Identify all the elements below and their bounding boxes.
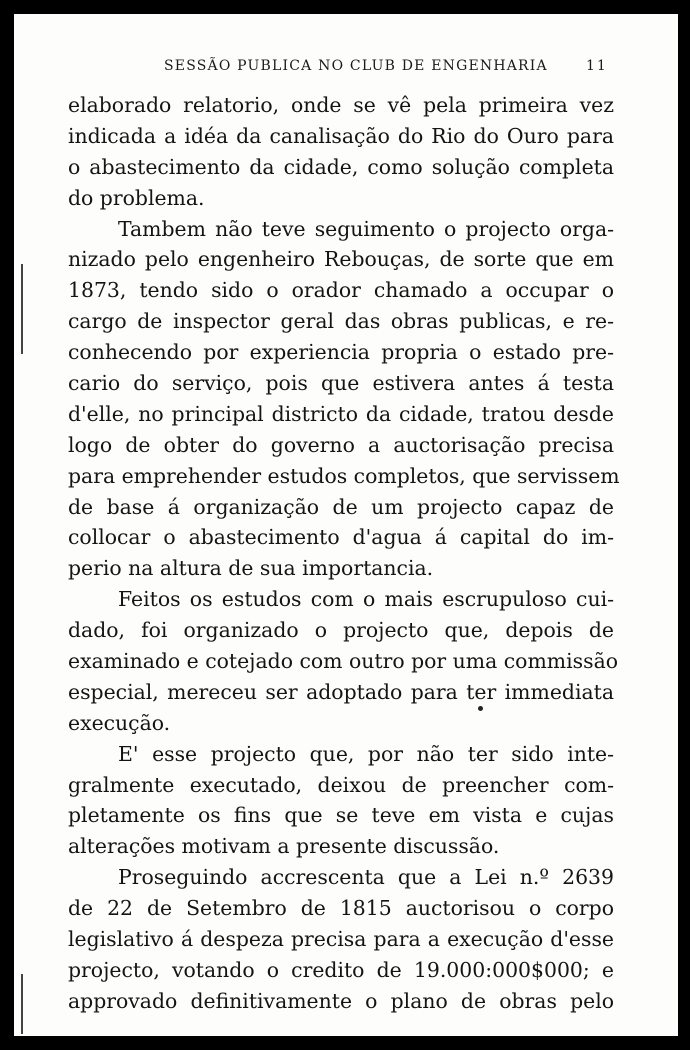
text-line: perio na altura de sua importancia.: [68, 556, 434, 581]
text-line: execução.: [68, 710, 171, 735]
text-line: 1873, tendo sido o orador chamado a occupar o: [68, 278, 614, 303]
text-line: nizado pelo engenheiro Rebouças, de sorte que em: [68, 247, 614, 272]
text-line: cario do serviço, pois que estivera antes á testa: [68, 371, 614, 396]
text-line: de base á organização de um projecto capaz de: [68, 494, 614, 519]
margin-scan-mark: [21, 264, 23, 354]
text-line: legislativo á despeza precisa para a execução d'esse: [68, 927, 614, 952]
text-line: especial, mereceu ser adoptado para ter immediata: [68, 679, 614, 704]
text-line: o abastecimento da cidade, como solução completa: [68, 154, 614, 179]
text-line: conhecendo por experiencia propria o estado pre-: [68, 340, 614, 365]
ink-speck: [478, 706, 483, 711]
text-line: examinado e cotejado com outro por uma commissão: [68, 649, 619, 674]
text-line: d'elle, no principal districto da cidade, tratou desde: [68, 401, 614, 426]
text-line: para emprehender estudos completos, que servissem: [68, 463, 620, 488]
text-line: gralmente executado, deixou de preencher com-: [68, 772, 614, 797]
text-line: pletamente os fins que se teve em vista e cujas: [68, 803, 614, 828]
text-line: projecto, votando o credito de 19.000:000$000; e: [68, 957, 614, 982]
text-line: do problema.: [68, 185, 205, 210]
text-line: E' esse projecto que, por não ter sido inte-: [118, 741, 614, 766]
body-text: [68, 90, 620, 1017]
margin-scan-mark: [21, 974, 23, 1034]
text-line: Feitos os estudos com o mais escrupuloso cui-: [118, 587, 614, 612]
running-head: SESSÃO PUBLICA NO CLUB DE ENGENHARIA: [164, 58, 548, 74]
text-line: indicada a idéa da canalisação do Rio do Ouro para: [68, 123, 614, 148]
text-line: Tambem não teve seguimento o projecto orga-: [118, 216, 614, 241]
text-line: logo de obter do governo a auctorisação precisa: [68, 432, 614, 457]
page-number: 11: [586, 58, 608, 74]
text-line: alterações motivam a presente discussão.: [68, 834, 500, 859]
text-line: elaborado relatorio, onde se vê pela primeira vez: [68, 93, 614, 117]
text-line: Proseguindo accrescenta que a Lei n.º 2639: [118, 865, 614, 890]
text-line: cargo de inspector geral das obras publicas, e re-: [68, 309, 614, 334]
page-header: [14, 58, 678, 78]
text-line: dado, foi organizado o projecto que, depois de: [68, 618, 614, 643]
text-line: approvado definitivamente o plano de obras pelo: [68, 988, 614, 1013]
book-page: [14, 14, 678, 1036]
text-line: de 22 de Setembro de 1815 auctorisou o corpo: [68, 896, 614, 921]
text-line: collocar o abastecimento d'agua á capital do im-: [68, 525, 614, 550]
